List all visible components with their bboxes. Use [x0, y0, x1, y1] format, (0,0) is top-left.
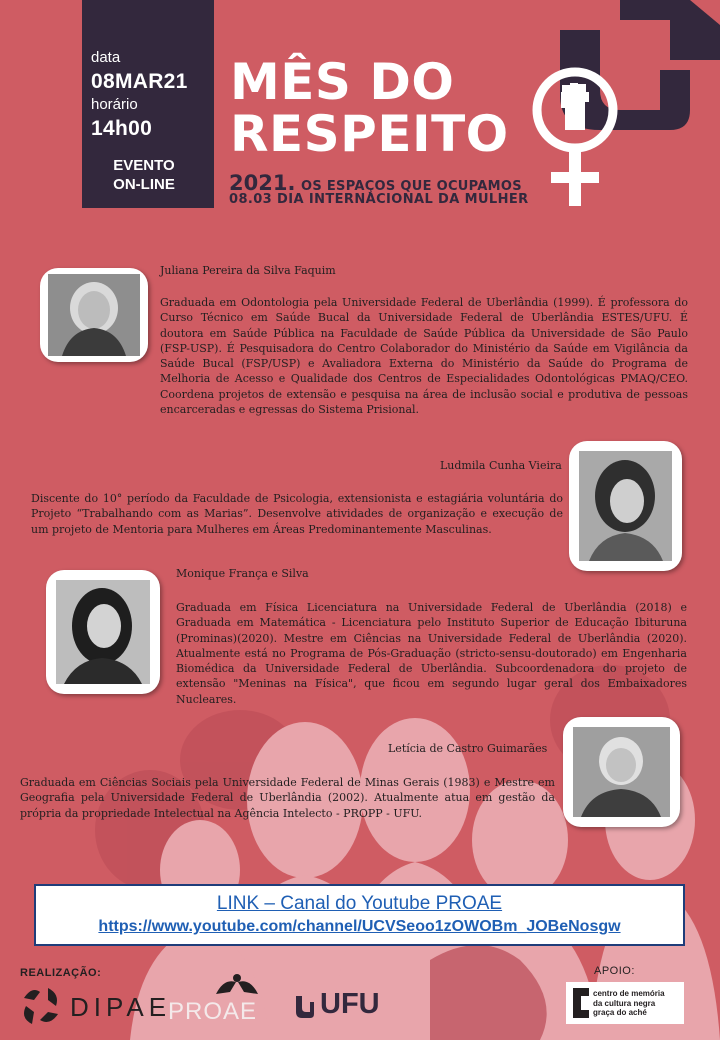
proae-logo — [168, 972, 278, 1028]
apoio-label: APOIO: — [594, 965, 635, 977]
ufu-mark-icon — [294, 994, 316, 1018]
apoio-line1: centro de memória — [593, 989, 665, 998]
event-title — [230, 53, 509, 163]
speaker-3-name: Monique França e Silva — [176, 567, 309, 580]
speaker-4-photo — [563, 717, 680, 827]
speaker-1-photo — [40, 268, 148, 362]
title-line2: RESPEITO — [230, 105, 509, 163]
dipae-hands-icon — [18, 984, 64, 1028]
speaker-3-photo — [46, 570, 160, 694]
apoio-logo — [566, 982, 684, 1024]
time-label: horário — [91, 96, 138, 113]
ufu-wordmark: UFU — [320, 988, 380, 1020]
event-online-line1: EVENTO — [113, 157, 175, 174]
time-value: 14h00 — [91, 117, 153, 140]
speaker-4-name: Letícia de Castro Guimarães — [388, 742, 548, 755]
female-fist-icon — [525, 62, 625, 212]
apoio-line2: da cultura negra — [593, 998, 656, 1008]
speaker-4-bio: Graduada em Ciências Sociais pela Universidade Federal de Minas Gerais (1983) e Mestre em Geografia pela Universidade Federal de Uberlândia (2002). Atualmente atua em gestão da própria da propriedade Intelectual na Agência Intelecto - PROPP - UFU. — [20, 776, 555, 820]
event-theme: OS ESPAÇOS QUE OCUPAMOS — [301, 179, 522, 194]
event-year: 2021. — [229, 171, 296, 195]
speaker-2-name: Ludmila Cunha Vieira — [440, 459, 562, 472]
youtube-link-box — [34, 884, 685, 946]
realizacao-label: REALIZAÇÃO: — [20, 967, 102, 979]
event-info-panel — [82, 0, 214, 208]
centro-memoria-mark-icon — [571, 986, 591, 1020]
event-date-subtitle: 08.03 DIA INTERNACIONAL DA MULHER — [229, 192, 529, 207]
proae-wordmark: PROAE — [168, 998, 258, 1025]
date-value: 08MAR21 — [91, 70, 188, 93]
date-label: data — [91, 49, 121, 66]
speaker-2-bio: Discente do 10° período da Faculdade de Psicologia, extensionista e estagiária voluntária do Projeto “Trabalhando com as Marias”. Desenvolve atividades de organização e execução de um projeto de Mentoria para Mulheres em Áreas Predominantemente Masculinas. — [31, 492, 563, 536]
dipae-wordmark: DIPAE — [70, 992, 172, 1022]
dipae-logo — [18, 984, 172, 1028]
event-online-line2: ON-LINE — [113, 176, 175, 193]
title-line1: MÊS DO — [230, 53, 455, 111]
apoio-org-name — [593, 989, 665, 1018]
speaker-1-name: Juliana Pereira da Silva Faquim — [160, 264, 336, 277]
speaker-2-photo — [569, 441, 682, 571]
apoio-line3: graça do aché — [593, 1008, 647, 1017]
youtube-channel-link[interactable]: https://www.youtube.com/channel/UCVSeoo1zOWOBm_JOBeNosgw — [98, 918, 621, 935]
ufu-logo — [294, 988, 404, 1024]
youtube-link-title[interactable]: LINK – Canal do Youtube PROAE — [216, 893, 503, 914]
speaker-1-bio: Graduada em Odontologia pela Universidade Federal de Uberlândia (1999). É professora do Curso Técnico em Saúde Bucal da Universidade Federal de Uberlândia ESTES/UFU. É doutora em Saúde Pública na Faculdade de Saúde Pública da Universidade de São Paulo (FSP-USP). É Pesquisadora do Centro Colaborador do Ministério da Saúde em Vigilância da Saúde Bucal (FSP/USP) e Avaliadora Externa do Ministério da Saúde do Programa de Melhoria de Acesso e Qualidade dos Centros de Especialidades Odontológicas PMAQ/CEO. Coordena projetos de extensão e pesquisa na área de inclusão social e produtiva de pessoas encarceradas e egressas do Sistema Prisional. — [160, 296, 688, 417]
speaker-3-bio: Graduada em Física Licenciatura na Universidade Federal de Uberlândia (2018) e Graduada em Matemática - Licenciatura pelo Instituto Superior de Educação Ibituruna (Prominas)(2020). Mestre em Ciências na Universidade Federal de Uberlândia (2020). Atualmente está no Programa de Pós-Graduação (stricto-sensu-doutorado) em Engenharia Biomédica da Universidade Federal de Uberlândia. Subcoordenadora do projeto de extensão "Meninas na Física", que ficou em segundo lugar geral dos Embaixadores Nucleares. — [176, 601, 687, 706]
